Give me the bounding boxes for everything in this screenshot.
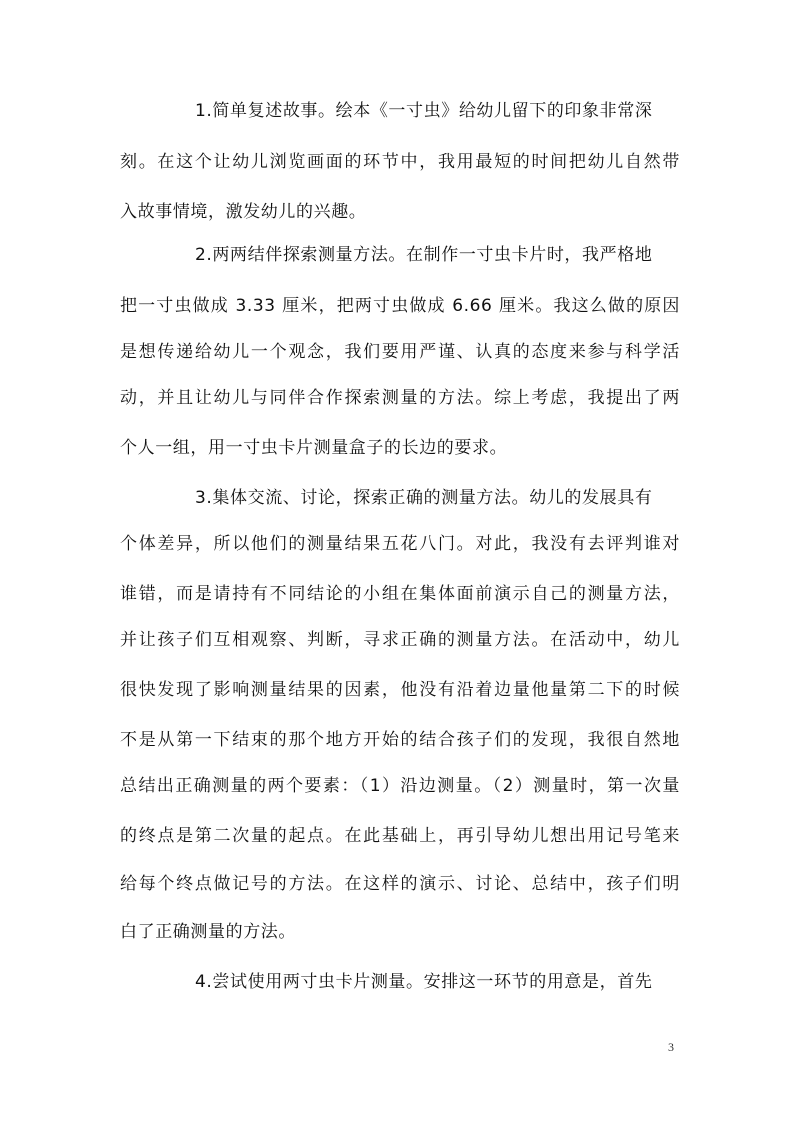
paragraph-4-line-1: 4.尝试使用两寸虫卡片测量。安排这一环节的用意是，首先 — [195, 972, 653, 992]
paragraph-3-line-4: 并让孩子们互相观察、判断，寻求正确的测量方法。在活动中，幼儿 — [120, 630, 680, 650]
paragraph-1-line-3: 入故事情境，激发幼儿的兴趣。 — [120, 202, 367, 222]
paragraph-3-line-5: 很快发现了影响测量结果的因素，他没有沿着边量他量第二下的时候 — [120, 680, 680, 700]
paragraph-3-line-8: 的终点是第二次量的起点。在此基础上，再引导幼儿想出用记号笔来 — [120, 826, 680, 846]
paragraph-2-line-1: 2.两两结伴探索测量方法。在制作一寸虫卡片时，我严格地 — [195, 245, 653, 265]
paragraph-2-line-5: 个人一组，用一寸虫卡片测量盒子的长边的要求。 — [120, 438, 508, 458]
paragraph-2-line-2: 把一寸虫做成 3.33 厘米，把两寸虫做成 6.66 厘米。我这么做的原因 — [120, 296, 680, 316]
paragraph-3-line-3: 谁错，而是请持有不同结论的小组在集体面前演示自己的测量方法， — [120, 584, 680, 604]
paragraph-3-line-1: 3.集体交流、讨论，探索正确的测量方法。幼儿的发展具有 — [195, 488, 653, 508]
paragraph-3-line-6: 不是从第一下结束的那个地方开始的结合孩子们的发现，我很自然地 — [120, 730, 680, 750]
page-number: 3 — [668, 1040, 674, 1054]
paragraph-3-line-7: 总结出正确测量的两个要素：（1）沿边测量。（2）测量时，第一次量 — [120, 776, 680, 796]
paragraph-1-line-1: 1.简单复述故事。绘本《一寸虫》给幼儿留下的印象非常深 — [195, 101, 653, 121]
paragraph-2-line-4: 动，并且让幼儿与同伴合作探索测量的方法。综上考虑，我提出了两 — [120, 388, 680, 408]
paragraph-1-line-2: 刻。在这个让幼儿浏览画面的环节中，我用最短的时间把幼儿自然带 — [120, 152, 680, 172]
paragraph-2-line-3: 是想传递给幼儿一个观念，我们要用严谨、认真的态度来参与科学活 — [120, 342, 680, 362]
paragraph-3-line-10: 白了正确测量的方法。 — [120, 922, 296, 942]
paragraph-3-line-9: 给每个终点做记号的方法。在这样的演示、讨论、总结中，孩子们明 — [120, 874, 680, 894]
paragraph-3-line-2: 个体差异，所以他们的测量结果五花八门。对此，我没有去评判谁对 — [120, 534, 680, 554]
